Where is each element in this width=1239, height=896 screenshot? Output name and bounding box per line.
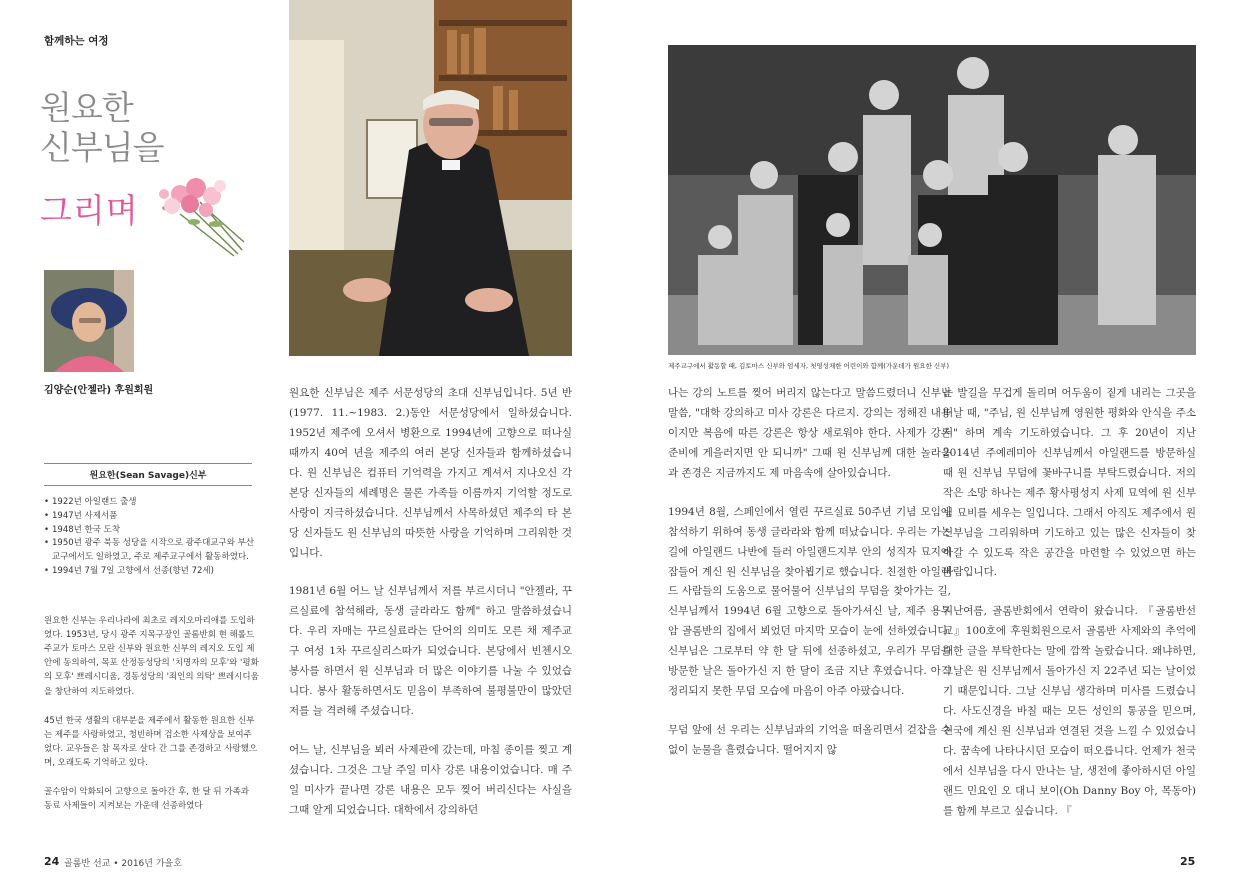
- page-number-left: 24: [44, 855, 60, 868]
- body-paragraph: 무덤 앞에 선 우리는 신부님과의 기억을 떠올리면서 걷잡을 수 없이 눈물을 흘렸습니다. 떨어지지 않: [668, 724, 951, 756]
- group-photo: [668, 45, 1196, 355]
- body-paragraph: 나는 강의 노트를 찢어 버리지 않는다고 말씀드렸더니 신부님 말씀, "대학 강의하고 미사 강론은 다르지. 강의는 정해진 내용이지만 복음에 따른 강론은 항상 새로워야 한다. 사제가 강론 준비에 게을러지면 안 되니까" 그때 원 신부님께 대한 놀라움과 존경은 지금까지도 제 마음속에 살아있습니다.: [668, 387, 951, 479]
- body-paragraph: 원요한 신부님은 제주 서문성당의 초대 신부님입니다. 5년 반(1977. 11.~1983. 2.)동안 서문성당에서 일하셨습니다. 1952년 제주에 오셔서 병환으로 1994년에 고향으로 떠나실 때까지 40여 년을 제주의 여러 본당 신자들과 함께하셨습니다. 원 신부님은 컴퓨터 기억력을 가지고 계셔서 지나오신 각 본당 신자들의 세례명은 물론 가족들 이름까지 기억할 정도로 사랑이 지극하셨습니다. 신부님께서 사목하셨던 제주의 타 본당 신자들도 원 신부님의 따뜻한 사랑을 기억하며 그리워한 것입니다.: [289, 387, 572, 559]
- article-title: [40, 88, 164, 169]
- priest-photo: [289, 0, 572, 356]
- body-column-2: [668, 384, 951, 780]
- profile-paragraph: 45년 한국 생활의 대부분을 제주에서 활동한 원요한 신부는 제주를 사랑하였고, 청빈하며 검소한 사제상을 보여주었다. 교우들은 참 목자로 살다 간 그를 존경하고 사랑했으며, 오래도록 기억하고 있다.: [44, 715, 258, 768]
- profile-item: • 1950년 광주 북동 성당을 시작으로 광주대교구와 부산교구에서도 일하였고, 주로 제주교구에서 활동하였다.: [44, 537, 259, 565]
- author-name: 김양순(안젤라) 후원회원: [44, 385, 154, 396]
- title-line-1: 원요한: [40, 88, 133, 127]
- body-paragraph: 1994년 8월, 스페인에서 열린 꾸르실료 50주년 기념 모임에 참석하기 위하여 동생 글라라와 함께 떠났습니다. 우리는 가는 길에 아일랜드 나반에 들러 아일랜드지부 안의 성직자 묘지에 잠들어 계신 원 신부님을 찾아뵙기로 했습니다. 친절한 아일랜드 사람들의 도움으로 물어물어 신부님의 무덤을 찾아가는 길, 신부님께서 1994년 6월 고향으로 돌아가셔신 날, 제주 용두암 골롬반의 집에서 뵈었던 마지막 모습이 눈에 선하였습니다. 신부님은 그로부터 약 한 달 뒤에 선종하셨고, 우리가 무덤을 방문한 날은 돌아가신 지 한 달이 조금 지난 후였습니다. 아직 정리되지 못한 무덤 모습에 마음이 아주 아팠습니다.: [668, 505, 951, 698]
- body-column-1: [289, 384, 572, 840]
- body-paragraph: 어느 날, 신부님을 뵈러 사제관에 갔는데, 마침 종이를 찢고 계셨습니다. 그것은 그날 주일 미사 강론 내용이었습니다. 매 주일 미사가 끝나면 강론 내용은 모두 찢어 버리신다는 사실을 그때 알게 되었습니다. 대학에서 강의하던: [289, 744, 572, 816]
- title-accent: 그리며: [40, 191, 139, 230]
- profile-item: • 1948년 한국 도착: [44, 524, 259, 538]
- profile-description: [44, 614, 259, 828]
- flower-bouquet-illustration: [150, 172, 250, 258]
- profile-paragraph: 골수암이 악화되어 고향으로 돌아간 후, 한 달 뒤 가족과 동료 사제들이 지켜보는 가운데 선종하였다: [44, 787, 249, 812]
- page-number-right: 25: [1180, 855, 1196, 868]
- photo-caption: 제주교구에서 활동할 때, 김토마스 신부와 엄세자, 첫영성체한 어린이와 함께(가운데가 원요한 신부): [668, 362, 950, 370]
- profile-list: [44, 496, 259, 579]
- body-paragraph: 1981년 6월 어느 날 신부님께서 저를 부르시더니 "안젤라, 꾸르실료에 참석해라, 동생 글라라도 함께" 하고 말씀하셨습니다. 우리 자매는 꾸르실료라는 단어의 의미도 모른 채 제주교구 여성 1차 꾸르실리스따가 되었습니다. 본당에서 빈첸시오 봉사를 하면서 원 신부님과 더 많은 이야기를 나눌 수 있었습니다. 봉사 활동하면서도 믿음이 부족하여 불평불만이 많았던 저를 늘 격려해 주셨습니다.: [289, 585, 572, 718]
- profile-heading: 원요한(Sean Savage)신부: [44, 463, 252, 486]
- title-line-2: 신부님을: [40, 128, 164, 168]
- profile-item: • 1994년 7월 7일 고향에서 선종(향년 72세): [44, 565, 259, 579]
- profile-item: • 1947년 사제서품: [44, 510, 259, 524]
- profile-paragraph: 원요한 신부는 우리나라에 최초로 레지오마리애를 도입하였다. 1953년, 당시 광주 지목구장인 골롬반회 현 해롤드 주교가 토마스 모란 신부와 원요한 신부의 레지오 도입 제안에 동의하여, 목포 산정동성당의 '치명자의 모후'와 '평화의 모후' 쁘레시디움, 경동성당의 '죄인의 의탁' 쁘레시디움을 창단하여 지도하였다.: [44, 616, 259, 697]
- magazine-footer: 골롬반 선교 • 2016년 가을호: [64, 859, 182, 869]
- profile-item: • 1922년 아일랜드 출생: [44, 496, 259, 510]
- body-paragraph: 지난여름, 골롬반회에서 연락이 왔습니다. 『골롬반선교』100호에 후원회원으로서 골롬반 사제와의 추억에 대한 글을 부탁한다는 말에 깜짝 놀랐습니다. 왜냐하면, 그날은 원 신부님께서 돌아가신 지 22주년 되는 날이었기 때문입니다. 그날 신부님 생각하며 미사를 드렸습니다. 사도신경을 바칠 때는 모든 성인의 통공을 믿으며, 천국에 계신 원 신부님과 연결된 것을 느낄 수 있었습니다. 꿈속에 나타나시던 모습이 떠오릅니다. 언제가 천국에서 신부님을 다시 만나는 날, 생전에 좋아하시던 아일랜드 민요인 오 대니 보이(Oh Danny Boy 아, 목동아)를 함께 부르고 싶습니다. 『: [943, 605, 1196, 817]
- section-label: 함께하는 여정: [44, 35, 109, 47]
- body-paragraph: 는 발길을 무겁게 돌리며 어두움이 짙게 내리는 그곳을 떠날 때, "주님, 원 신부님께 영원한 평화와 안식을 주소서" 하며 계속 기도하였습니다. 그 후 20년이 지난 2014년 주예레미아 신부님께서 아일랜드를 방문하실 때 원 신부님 무덤에 꽃바구니를 부탁드렸습니다. 저의 작은 소망 하나는 제주 황사평성지 사제 묘역에 원 신부님 묘비를 세우는 일입니다. 그래서 아직도 제주에서 원 신부님을 그리워하며 기도하고 있는 많은 신자들이 찾아갈 수 있도록 작은 공간을 마련할 수 있었으면 하는 바람입니다.: [943, 387, 1196, 579]
- body-column-3: [943, 384, 1196, 841]
- author-photo: [44, 270, 134, 372]
